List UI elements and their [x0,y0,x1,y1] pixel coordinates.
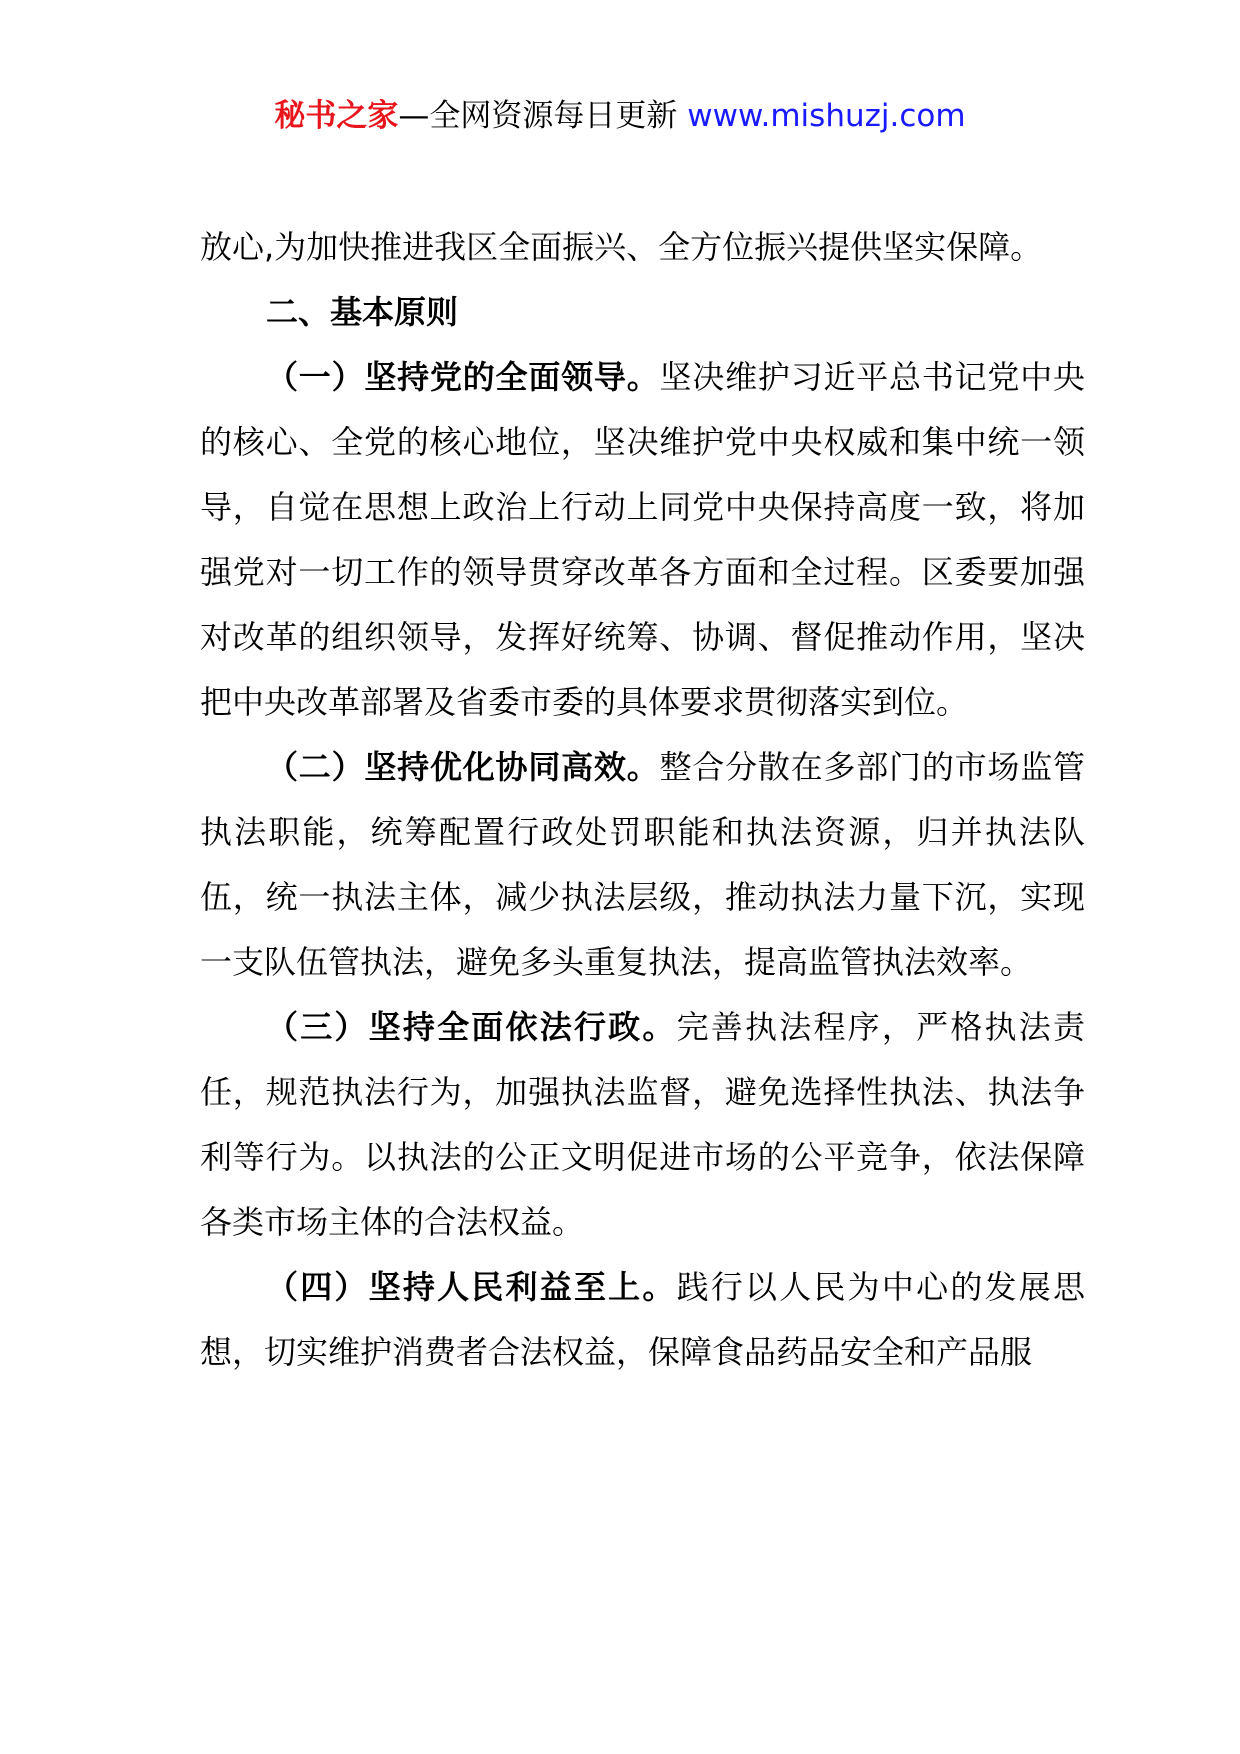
principle-2-title: （二）坚持优化协同高效。 [266,748,660,786]
principle-2-text: 整合分散在多部门的市场监管执法职能，统筹配置行政处罚职能和执法资源，归并执法队伍，统一执法主体，减少执法层级，推动执法力量下沉，实现一支队伍管执法，避免多头重复执法，提高监管执法效率。 [200,748,1085,981]
principle-2 [200,735,1085,995]
principle-1-title: （一）坚持党的全面领导。 [266,358,660,396]
page-header [0,96,1240,136]
principle-4-text: 践行以人民为中心的发展思想，切实维护消费者合法权益，保障食品药品安全和产品服 [200,1268,1085,1371]
header-tagline: —全网资源每日更新 [398,98,688,134]
section-heading: 二、基本原则 [266,293,459,331]
website-link[interactable]: www.mishuzj.com [687,98,966,134]
paragraph-continuation: 放心,为加快推进我区全面振兴、全方位振兴提供坚实保障。 [200,228,1043,266]
principle-3 [200,995,1085,1255]
principle-3-title: （三）坚持全面依法行政。 [266,1008,677,1046]
principle-1 [200,345,1085,735]
brand-name: 秘书之家 [274,98,399,134]
document-body [200,215,1085,1385]
principle-3-text: 完善执法程序，严格执法责任，规范执法行为，加强执法监督，避免选择性执法、执法争利等行为。以执法的公正文明促进市场的公平竞争，依法保障各类市场主体的合法权益。 [200,1008,1085,1241]
principle-4 [200,1255,1085,1385]
principle-1-text: 坚决维护习近平总书记党中央的核心、全党的核心地位，坚决维护党中央权威和集中统一领导，自觉在思想上政治上行动上同党中央保持高度一致，将加强党对一切工作的领导贯穿改革各方面和全过程。区委要加强对改革的组织领导，发挥好统筹、协调、督促推动作用，坚决把中央改革部署及省委市委的具体要求贯彻落实到位。 [200,358,1085,721]
principle-4-title: （四）坚持人民利益至上。 [266,1268,677,1306]
